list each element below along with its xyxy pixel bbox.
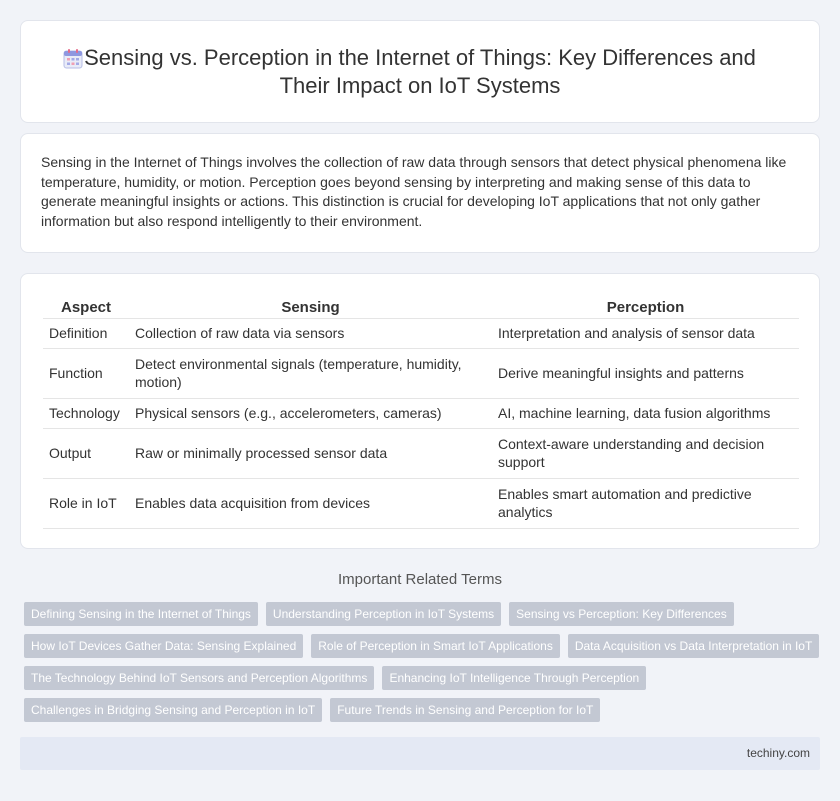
table-header-row — [43, 298, 799, 318]
related-term-tag[interactable]: Enhancing IoT Intelligence Through Perception — [382, 666, 646, 690]
intro-paragraph: Sensing in the Internet of Things involves the collection of raw data through sensors that detect physical phenomena like temperature, humidity, or motion. Perception goes beyond sensing by interpreting and making sense of this data to generate meaningful insights or actions. This distinction is crucial for developing IoT applications that not only gather information but also respond intelligently to their environment. — [41, 154, 787, 229]
header-perception: Perception — [492, 298, 799, 318]
row-perception: Derive meaningful insights and patterns — [492, 348, 799, 398]
row-sensing: Collection of raw data via sensors — [129, 318, 492, 348]
related-term-tag[interactable]: Role of Perception in Smart IoT Applications — [311, 634, 560, 658]
row-perception: Context-aware understanding and decision support — [492, 428, 799, 478]
related-term-tag[interactable]: Future Trends in Sensing and Perception for IoT — [330, 698, 600, 722]
row-aspect: Output — [43, 428, 129, 478]
related-term-tag[interactable]: Challenges in Bridging Sensing and Perception in IoT — [24, 698, 322, 722]
table-row — [43, 318, 799, 348]
footer-bar — [20, 737, 820, 770]
header-sensing: Sensing — [129, 298, 492, 318]
row-sensing: Physical sensors (e.g., accelerometers, cameras) — [129, 398, 492, 428]
related-term-tag[interactable]: How IoT Devices Gather Data: Sensing Explained — [24, 634, 303, 658]
comparison-card — [20, 273, 820, 549]
row-aspect: Technology — [43, 398, 129, 428]
related-terms-heading: Important Related Terms — [338, 571, 502, 588]
related-term-tag[interactable]: Defining Sensing in the Internet of Things — [24, 602, 258, 626]
table-row — [43, 428, 799, 478]
row-aspect: Function — [43, 348, 129, 398]
table-row — [43, 478, 799, 528]
table-row — [43, 348, 799, 398]
related-term-tag[interactable]: Data Acquisition vs Data Interpretation in IoT — [568, 634, 819, 658]
row-sensing: Detect environmental signals (temperature, humidity, motion) — [129, 348, 492, 398]
row-sensing: Enables data acquisition from devices — [129, 478, 492, 528]
related-term-tag[interactable]: Sensing vs Perception: Key Differences — [509, 602, 734, 626]
header-aspect: Aspect — [43, 298, 129, 318]
footer-site-link[interactable]: techiny.com — [746, 746, 810, 760]
row-perception: Interpretation and analysis of sensor data — [492, 318, 799, 348]
table-row — [43, 398, 799, 428]
related-terms-list — [24, 602, 824, 722]
related-term-tag[interactable]: Understanding Perception in IoT Systems — [266, 602, 501, 626]
row-perception: Enables smart automation and predictive analytics — [492, 478, 799, 528]
page-title: Sensing vs. Perception in the Internet of Things: Key Differences and Their Impact on IoT Systems — [84, 44, 756, 98]
row-aspect: Definition — [43, 318, 129, 348]
comparison-table — [43, 298, 799, 529]
intro-card — [20, 133, 820, 253]
row-sensing: Raw or minimally processed sensor data — [129, 428, 492, 478]
row-perception: AI, machine learning, data fusion algorithms — [492, 398, 799, 428]
row-aspect: Role in IoT — [43, 478, 129, 528]
title-card — [20, 20, 820, 123]
related-term-tag[interactable]: The Technology Behind IoT Sensors and Perception Algorithms — [24, 666, 374, 690]
